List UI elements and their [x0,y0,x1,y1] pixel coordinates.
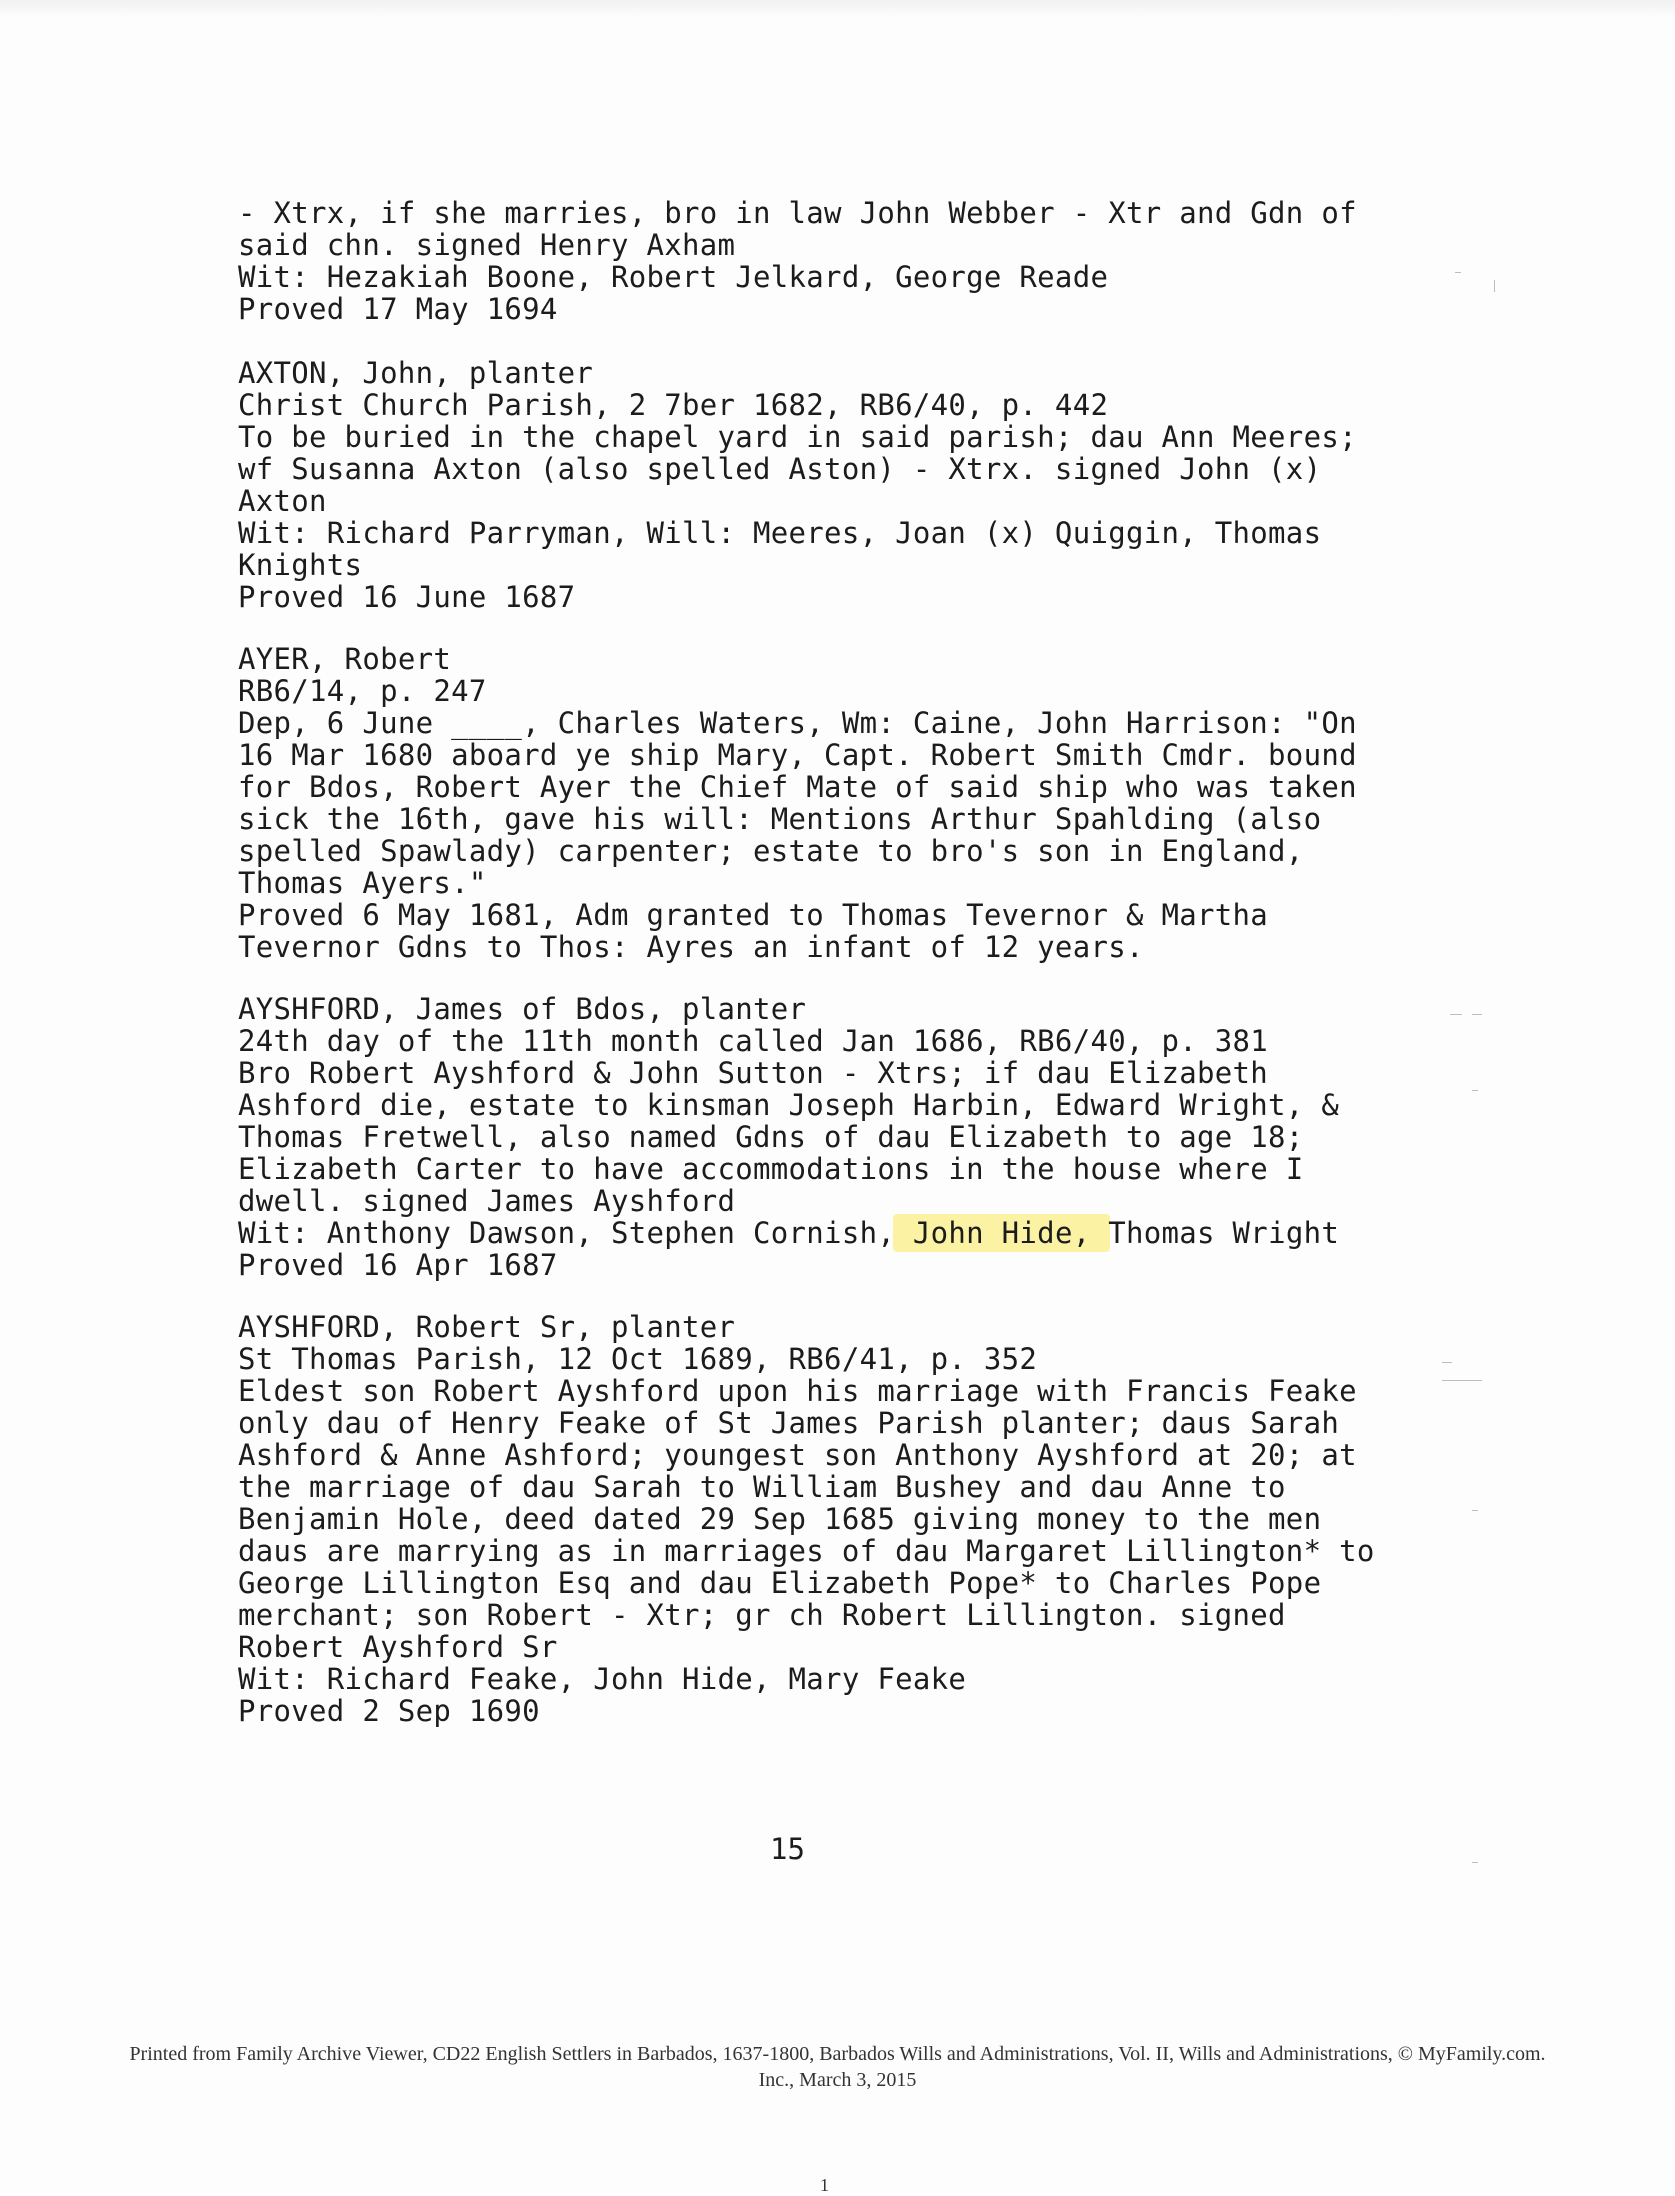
entry-heading: AYSHFORD, Robert Sr, planter [238,1310,736,1344]
scan-speck [1442,1380,1482,1381]
text-line: Thomas Ayers." [238,866,487,900]
text-line: only dau of Henry Feake of St James Parish planter; daus Sarah [238,1406,1340,1440]
text-line: Axton [238,484,327,518]
text-line: spelled Spawlady) carpenter; estate to bro's son in England, [238,834,1304,868]
witness-line [238,1217,1358,1249]
text-line: merchant; son Robert - Xtr; gr ch Robert Lillington. signed [238,1598,1286,1632]
text-line: sick the 16th, gave his will: Mentions Arthur Spahlding (also [238,802,1322,836]
entry-axham-continuation [238,197,1358,325]
print-page-number: 1 [820,2175,829,2195]
text-line: Wit: Richard Feake, John Hide, Mary Feake [238,1662,967,1696]
text-line: the marriage of dau Sarah to William Bushey and dau Anne to [238,1470,1286,1504]
entry-ayshford-robert-sr [238,1310,1375,1728]
entry-ayshford-james [238,993,1358,1281]
witness-suffix: Thomas Wright [1108,1216,1340,1250]
text-line: Tevernor Gdns to Thos: Ayres an infant of 12 years. [238,930,1144,964]
text-line: 16 Mar 1680 aboard ye ship Mary, Capt. Robert Smith Cmdr. bound [238,738,1357,772]
will-abstracts [238,196,1375,1757]
scan-edge-shade [0,0,1675,18]
witness-prefix: Wit: Anthony Dawson, Stephen Cornish, [238,1216,896,1250]
print-footer [20,2041,1655,2093]
entry-heading: AXTON, John, planter [238,356,594,390]
text-line: Proved 16 June 1687 [238,580,576,614]
text-line: dwell. signed James Ayshford [238,1184,736,1218]
text-line: Wit: Hezakiah Boone, Robert Jelkard, George Reade [238,260,1109,294]
text-line: Bro Robert Ayshford & John Sutton - Xtrs; if dau Elizabeth [238,1056,1269,1090]
text-line: Dep, 6 June ____, Charles Waters, Wm: Caine, John Harrison: "On [238,706,1357,740]
entry-heading: AYSHFORD, James of Bdos, planter [238,992,807,1026]
text-line: To be buried in the chapel yard in said parish; dau Ann Meeres; [238,420,1357,454]
scan-speck [1494,280,1495,292]
text-line: Proved 2 Sep 1690 [238,1694,540,1728]
scan-speck [1472,1510,1478,1511]
text-line: Eldest son Robert Ayshford upon his marriage with Francis Feake [238,1374,1357,1408]
scan-speck [1472,1014,1482,1015]
text-line: Knights [238,548,363,582]
text-line: daus are marrying as in marriages of dau Margaret Lillington* to [238,1534,1375,1568]
footer-line-2: Inc., March 3, 2015 [758,2069,917,2091]
text-line: - Xtrx, if she marries, bro in law John Webber - Xtr and Gdn of [238,196,1357,230]
text-line: Proved 6 May 1681, Adm granted to Thomas Tevernor & Martha [238,898,1269,932]
text-line: Wit: Richard Parryman, Will: Meeres, Joan (x) Quiggin, Thomas [238,516,1322,550]
scan-speck [1450,1014,1462,1015]
entry-axton-john [238,357,1358,613]
text-line: wf Susanna Axton (also spelled Aston) - Xtrx. signed John (x) [238,452,1322,486]
scan-speck [1472,1090,1478,1091]
footer-line-1: Printed from Family Archive Viewer, CD22 English Settlers in Barbados, 1637-1800, Barbados Wills and Administrations, Vol. II, Wills and Administrations, © MyFamily.com. [129,2043,1546,2065]
text-line: 24th day of the 11th month called Jan 1686, RB6/40, p. 381 [238,1024,1269,1058]
text-line: said chn. signed Henry Axham [238,228,736,262]
text-line: Benjamin Hole, deed dated 29 Sep 1685 giving money to the men [238,1502,1322,1536]
entry-heading: AYER, Robert [238,642,452,676]
text-line: Proved 16 Apr 1687 [238,1248,558,1282]
text-line: RB6/14, p. 247 [238,674,487,708]
text-line: Christ Church Parish, 2 7ber 1682, RB6/40, p. 442 [238,388,1109,422]
text-line: Thomas Fretwell, also named Gdns of dau Elizabeth to age 18; [238,1120,1304,1154]
entry-ayer-robert [238,643,1358,963]
text-line: Ashford & Anne Ashford; youngest son Anthony Ayshford at 20; at [238,1438,1357,1472]
scan-speck [1442,1362,1452,1363]
text-line: Ashford die, estate to kinsman Joseph Harbin, Edward Wright, & [238,1088,1340,1122]
scan-speck [1472,1862,1478,1863]
text-line: St Thomas Parish, 12 Oct 1689, RB6/41, p. 352 [238,1342,1038,1376]
scan-speck [1455,272,1461,273]
text-line: Robert Ayshford Sr [238,1630,558,1664]
text-line: Proved 17 May 1694 [238,292,558,326]
text-line: Elizabeth Carter to have accommodations in the house where I [238,1152,1304,1186]
highlighted-name-john-hide: John Hide, [895,1216,1109,1250]
page-number: 15 [770,1832,805,1866]
text-line: for Bdos, Robert Ayer the Chief Mate of said ship who was taken [238,770,1357,804]
text-line: George Lillington Esq and dau Elizabeth Pope* to Charles Pope [238,1566,1322,1600]
